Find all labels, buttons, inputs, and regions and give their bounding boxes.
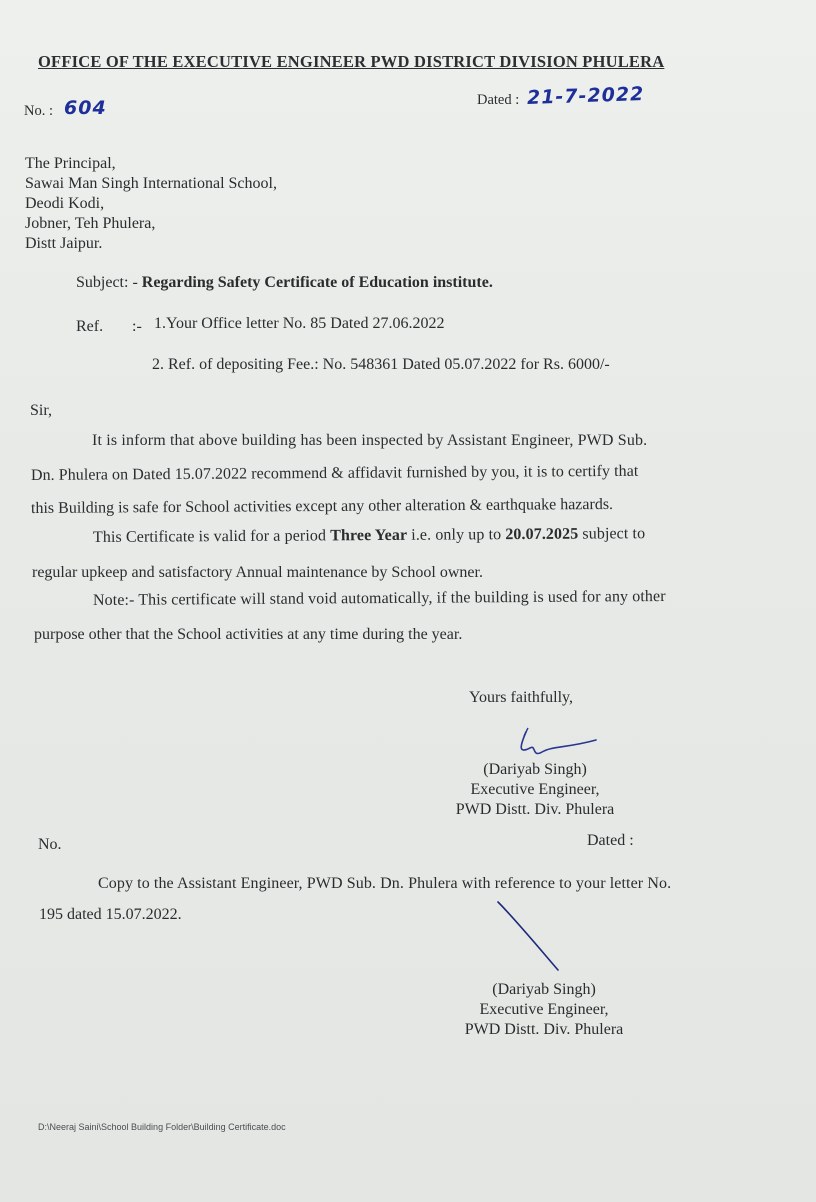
body-p1-line2: Dn. Phulera on Dated 15.07.2022 recommend & affidavit furnished by you, it is to certify that bbox=[30, 462, 639, 484]
validity-text: i.e. only up to bbox=[407, 526, 506, 544]
dated-value: 21-7-2022 bbox=[526, 82, 645, 110]
ref-separator: :- bbox=[132, 318, 142, 335]
subject-label: Subject: - bbox=[76, 274, 138, 291]
copy-no-label: No. bbox=[38, 836, 62, 853]
recipient-address bbox=[25, 154, 277, 254]
recipient-line: The Principal, bbox=[25, 155, 116, 172]
body-p2-line1 bbox=[93, 525, 645, 547]
copy-dated-label: Dated : bbox=[587, 832, 634, 849]
body-p3-line2: purpose other that the School activities at any time during the year. bbox=[34, 626, 463, 643]
copy-line-2: 195 dated 15.07.2022. bbox=[39, 906, 182, 923]
validity-text: subject to bbox=[578, 525, 646, 543]
copy-line-1: Copy to the Assistant Engineer, PWD Sub. Dn. Phulera with reference to your letter No. bbox=[98, 875, 672, 892]
copy-signature-block bbox=[446, 980, 642, 1040]
copy-signatory-name: (Dariyab Singh) bbox=[492, 981, 596, 998]
office-title: OFFICE OF THE EXECUTIVE ENGINEER PWD DISTRICT DIVISION PHULERA bbox=[38, 52, 665, 71]
recipient-line: Jobner, Teh Phulera, bbox=[25, 215, 156, 232]
validity-text: This Certificate is valid for a period bbox=[92, 527, 331, 546]
body-p2-line2: regular upkeep and satisfactory Annual maintenance by School owner. bbox=[32, 564, 483, 581]
body-p3-line1: Note:- This certificate will stand void automatically, if the building is used for any other bbox=[92, 588, 666, 609]
signatory-office: PWD Distt. Div. Phulera bbox=[455, 801, 615, 818]
subject-line bbox=[76, 274, 493, 292]
closing: Yours faithfully, bbox=[469, 689, 574, 706]
signatory-name: (Dariyab Singh) bbox=[483, 761, 587, 778]
letter-no-label: No. : bbox=[24, 103, 53, 119]
signatory-title: Executive Engineer, bbox=[470, 781, 600, 798]
body-p1-line1: It is inform that above building has been inspected by Assistant Engineer, PWD Sub. bbox=[92, 432, 648, 449]
recipient-line: Deodi Kodi, bbox=[25, 195, 105, 212]
dated-label: Dated : bbox=[477, 92, 520, 108]
copy-signatory-office: PWD Distt. Div. Phulera bbox=[464, 1021, 624, 1038]
ref-label: Ref. bbox=[76, 318, 104, 335]
file-path-footer: D:\Neeraj Saini\School Building Folder\Building Certificate.doc bbox=[38, 1122, 286, 1132]
salutation: Sir, bbox=[30, 402, 53, 419]
letter-no-value: 604 bbox=[64, 97, 107, 119]
body-p1-line3: this Building is safe for School activities except any other alteration & earthquake hazards. bbox=[30, 495, 614, 517]
ref-line-1: 1.Your Office letter No. 85 Dated 27.06.2022 bbox=[154, 315, 445, 332]
ref-line-2: 2. Ref. of depositing Fee.: No. 548361 Dated 05.07.2022 for Rs. 6000/- bbox=[152, 356, 610, 373]
signature-image bbox=[512, 724, 602, 764]
recipient-line: Sawai Man Singh International School, bbox=[25, 175, 277, 192]
signature-block bbox=[440, 760, 630, 820]
subject-text: Regarding Safety Certificate of Education institute. bbox=[141, 274, 493, 291]
signature-stroke-image bbox=[494, 898, 564, 974]
validity-date: 20.07.2025 bbox=[505, 525, 579, 544]
validity-period: Three Year bbox=[330, 526, 408, 545]
recipient-line: Distt Jaipur. bbox=[25, 235, 103, 252]
copy-signatory-title: Executive Engineer, bbox=[479, 1001, 609, 1018]
